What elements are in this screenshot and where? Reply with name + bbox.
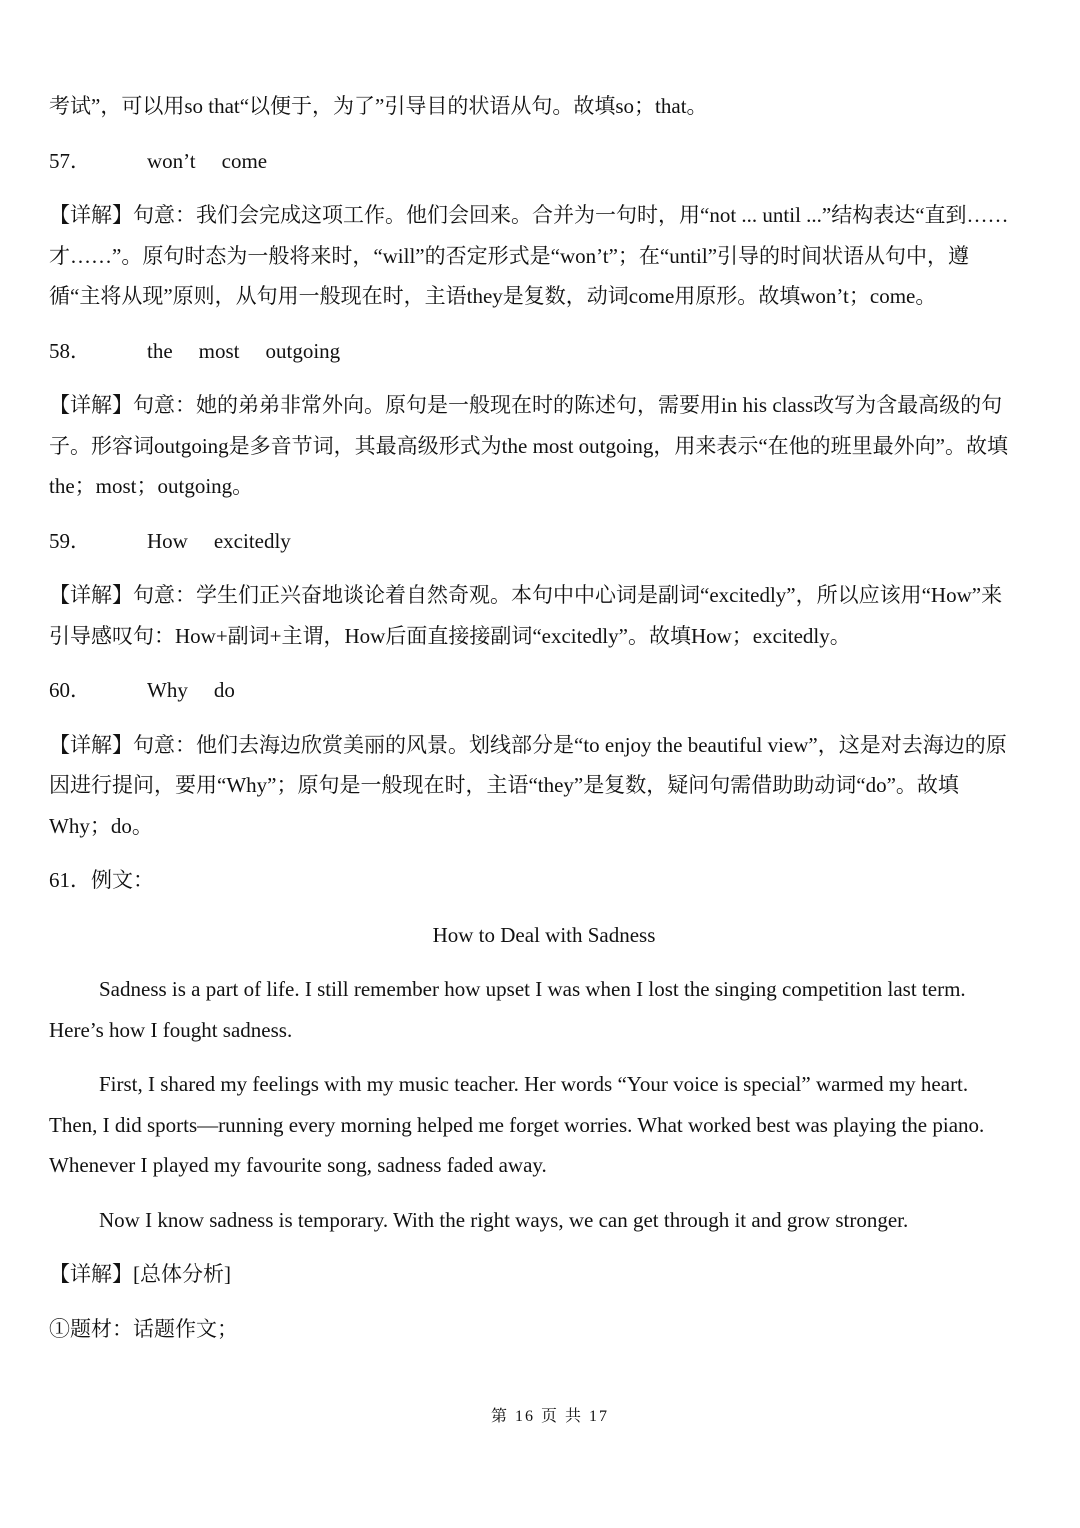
page-footer: 第 16 页 共 17 [490,1408,609,1425]
question-number: 58． [49,338,91,363]
explanation-60: 【详解】句意：他们去海边欣赏美丽的风景。划线部分是“to enjoy the beautiful view”，这是对去海边的原因进行提问，要用“Why”；原句是一般现在时，主语“they”是复数，疑问句需借助助动词“do”。故填Why；do。 [49,732,1007,838]
answer-58 [49,331,1009,372]
analysis-item-1: ①题材：话题作文； [49,1316,238,1341]
essay-paragraph-1: Sadness is a part of life. I still remember how upset I was when I lost the singing competition last term. Here’s how I fought sadness. [49,977,966,1042]
question-number: 60． [49,678,91,702]
answer-57 [49,141,1009,182]
explanation-58: 【详解】句意：她的弟弟非常外向。原句是一般现在时的陈述句，需要用in his class改写为含最高级的句子。形容词outgoing是多音节词，其最高级形式为the most outgoing，用来表示“在他的班里最外向”。故填the；most；outgoing。 [49,393,1008,498]
answer-word: come [221,148,268,173]
explanation-59: 【详解】句意：学生们正兴奋地谈论着自然奇观。本句中中心词是副词“excitedly”，所以应该用“How”来引导感叹句：How+副词+主谓，How后面直接接副词“excitedly”。故填How；excitedly。 [49,583,1003,648]
page-content [49,86,1009,1363]
answer-word: the [147,338,173,363]
answer-59 [49,521,1009,562]
answer-word: Why [147,678,188,702]
answer-word: won’t [147,148,196,173]
answer-word: How [147,528,188,553]
question-number: 59． [49,528,91,553]
question-61-label: 61．例文： [49,868,154,892]
analysis-heading: 【详解】[总体分析] [49,1262,231,1286]
explanation-57: 【详解】句意：我们会完成这项工作。他们会回来。合并为一句时，用“not ... until ...”结构表达“直到……才……”。原句时态为一般将来时，“will”的否定形式是“won’t”；在“until”引导的时间状语从句中，遵循“主将从现”原则，从句用一般现在时，主语they是复数，动词come用原形。故填won’t；come。 [49,203,1009,308]
answer-word: do [213,678,235,702]
essay-paragraph-3: Now I know sadness is temporary. With the right ways, we can get through it and grow stronger. [99,1207,909,1232]
answer-word: outgoing [265,338,341,363]
answer-word: most [198,338,240,363]
answer-word: excitedly [213,528,291,553]
essay-paragraph-2: First, I shared my feelings with my music teacher. Her words “Your voice is special” warmed my heart. Then, I did sports—running every morning helped me forget worries. What worked best was playing the piano. Whenever I played my favourite song, sadness faded away. [49,1072,985,1177]
intro-line: 考试”，可以用so that“以便于，为了”引导目的状语从句。故填so；that。 [49,94,708,118]
answer-60 [49,670,1009,711]
essay-title: How to Deal with Sadness [432,922,656,947]
question-number: 57． [49,148,91,173]
